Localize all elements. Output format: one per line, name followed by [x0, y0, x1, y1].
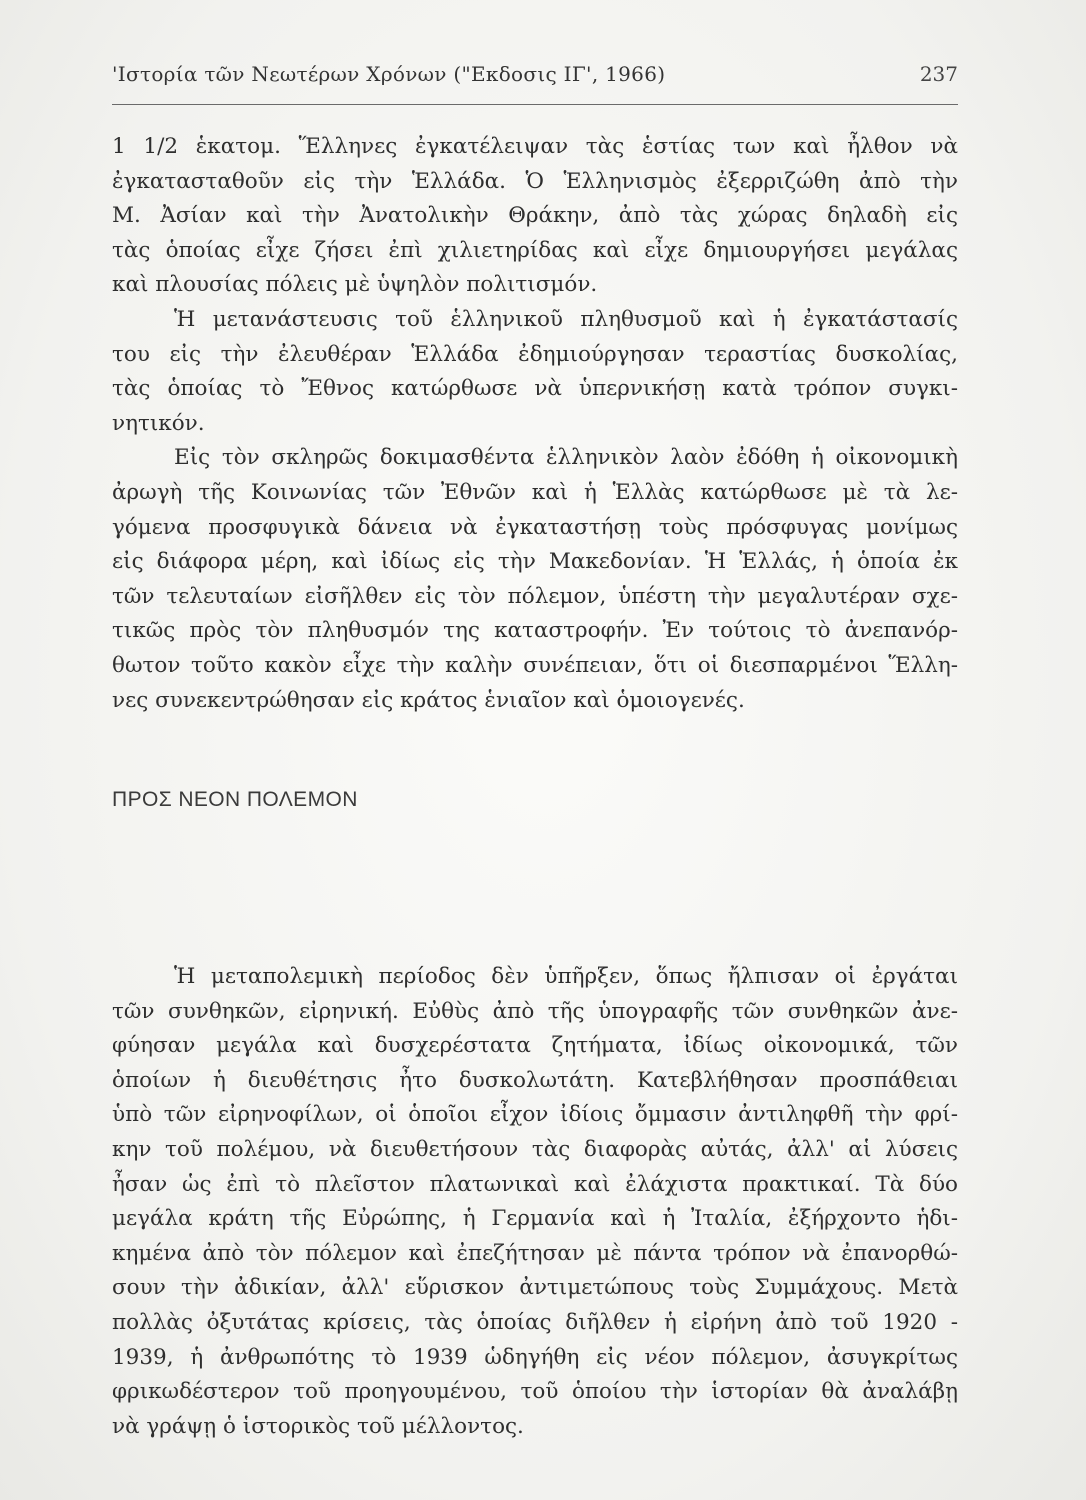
text-line: γόμενα προσφυγικὰ δάνεια νὰ ἐγκαταστήσῃ τοὺς πρόσφυγας μονίμως: [112, 514, 958, 540]
text-line: φρικωδέστερον τοῦ προηγουμένου, τοῦ ὁποίου τὴν ἱστορίαν θὰ ἀναλάβῃ: [112, 1379, 958, 1405]
text-line: νες συνεκεντρώθησαν εἰς κράτος ἑνιαῖον καὶ ὁμοιογενές.: [112, 687, 745, 713]
page-number: 237: [919, 62, 958, 86]
text-line: ὁποίων ἡ διευθέτησις ἦτο δυσκολωτάτη. Κατεβλήθησαν προσπάθειαι: [112, 1067, 958, 1093]
text-line: ὑπὸ τῶν εἰρηνοφίλων, οἱ ὁποῖοι εἶχον ἰδίοις ὄμμασιν ἀντιληφθῆ τὴν φρί-: [112, 1102, 958, 1128]
text-line: καὶ πλουσίας πόλεις μὲ ὑψηλὸν πολιτισμόν.: [112, 272, 598, 298]
text-line: τικῶς πρὸς τὸν πληθυσμόν της καταστροφήν. Ἐν τούτοις τὸ ἀνεπανόρ-: [112, 618, 958, 644]
text-line: Εἰς τὸν σκληρῶς δοκιμασθέντα ἑλληνικὸν λαὸν ἐδόθη ἡ οἰκονομικὴ: [174, 445, 958, 471]
section-1-text: [112, 130, 958, 718]
text-line: 1939, ἡ ἀνθρωπότης τὸ 1939 ὡδηγήθη εἰς νέον πόλεμον, ἀσυγκρίτως: [112, 1344, 958, 1370]
text-line: Ἡ μεταπολεμικὴ περίοδος δὲν ὑπῆρξεν, ὅπως ἤλπισαν οἱ ἐργάται: [174, 964, 958, 989]
text-line: μεγάλα κράτη τῆς Εὐρώπης, ἡ Γερμανία καὶ ἡ Ἰταλία, ἐξήρχοντο ἡδι-: [112, 1206, 958, 1232]
text-line: εἰς διάφορα μέρη, καὶ ἰδίως εἰς τὴν Μακεδονίαν. Ἡ Ἑλλάς, ἡ ὁποία ἐκ: [112, 549, 958, 575]
text-line: φύησαν μεγάλα καὶ δυσχερέστατα ζητήματα, ἰδίως οἰκονομικά, τῶν: [112, 1033, 958, 1059]
text-line: τῶν τελευταίων εἰσῆλθεν εἰς τὸν πόλεμον, ὑπέστη τὴν μεγαλυτέραν σχε-: [112, 583, 958, 609]
text-line: κην τοῦ πολέμου, νὰ διευθετήσουν τὰς διαφορὰς αὐτάς, ἀλλ' αἱ λύσεις: [112, 1136, 958, 1162]
text-line: θωτον τοῦτο κακὸν εἶχε τὴν καλὴν συνέπειαν, ὅτι οἱ διεσπαρμένοι Ἕλλη-: [112, 652, 958, 678]
text-line: κημένα ἀπὸ τὸν πόλεμον καὶ ἐπεζήτησαν μὲ πάντα τρόπον νὰ ἐπανορθώ-: [112, 1240, 958, 1266]
text-line: ἀρωγὴ τῆς Κοινωνίας τῶν Ἐθνῶν καὶ ἡ Ἑλλὰς κατώρθωσε μὲ τὰ λε-: [112, 479, 958, 505]
text-line: ἐγκατασταθοῦν εἰς τὴν Ἑλλάδα. Ὁ Ἑλληνισμὸς ἐξερριζώθη ἀπὸ τὴν: [112, 168, 958, 194]
text-line: Ἡ μετανάστευσις τοῦ ἑλληνικοῦ πληθυσμοῦ καὶ ἡ ἐγκατάστασίς: [174, 306, 958, 332]
text-line: του εἰς τὴν ἐλευθέραν Ἑλλάδα ἐδημιούργησαν τεραστίας δυσκολίας,: [112, 341, 958, 367]
text-line: τὰς ὁποίας τὸ Ἔθνος κατώρθωσε νὰ ὑπερνικήσῃ κατὰ τρόπον συγκι-: [112, 376, 958, 402]
text-line: σουν τὴν ἀδικίαν, ἀλλ' εὕρισκον ἀντιμετώπους τοὺς Συμμάχους. Μετὰ: [112, 1275, 958, 1301]
running-title: 'Ιστορία τῶν Νεωτέρων Χρόνων ("Εκδοσις ΙΓ', 1966): [112, 62, 666, 86]
header-rule: [112, 104, 958, 105]
text-line: ἦσαν ὡς ἐπὶ τὸ πλεῖστον πλατωνικαὶ καὶ ἐλάχιστα πρακτικαί. Τὰ δύο: [112, 1171, 958, 1197]
text-line: τῶν συνθηκῶν, εἰρηνική. Εὐθὺς ἀπὸ τῆς ὑπογραφῆς τῶν συνθηκῶν ἀνε-: [112, 998, 958, 1024]
text-line: νὰ γράψῃ ὁ ἱστορικὸς τοῦ μέλλοντος.: [112, 1413, 524, 1439]
text-line: Μ. Ἀσίαν καὶ τὴν Ἀνατολικὴν Θράκην, ἀπὸ τὰς χώρας δηλαδὴ εἰς: [112, 203, 958, 229]
text-line: πολλὰς ὀξυτάτας κρίσεις, τὰς ὁποίας διῆλθεν ἡ εἰρήνη ἀπὸ τοῦ 1920 -: [112, 1309, 958, 1335]
text-line: 1 1/2 ἑκατομ. Ἕλληνες ἐγκατέλειψαν τὰς ἑστίας των καὶ ἦλθον νὰ: [112, 134, 958, 159]
text-line: τὰς ὁποίας εἶχε ζήσει ἐπὶ χιλιετηρίδας καὶ εἶχε δημιουργήσει μεγάλας: [112, 237, 958, 263]
running-header: [112, 62, 958, 100]
section-2-text: [112, 960, 958, 1444]
section-heading: ΠΡΟΣ ΝΕΟΝ ΠΟΛΕΜΟΝ: [112, 788, 358, 811]
text-line: νητικόν.: [112, 410, 205, 436]
